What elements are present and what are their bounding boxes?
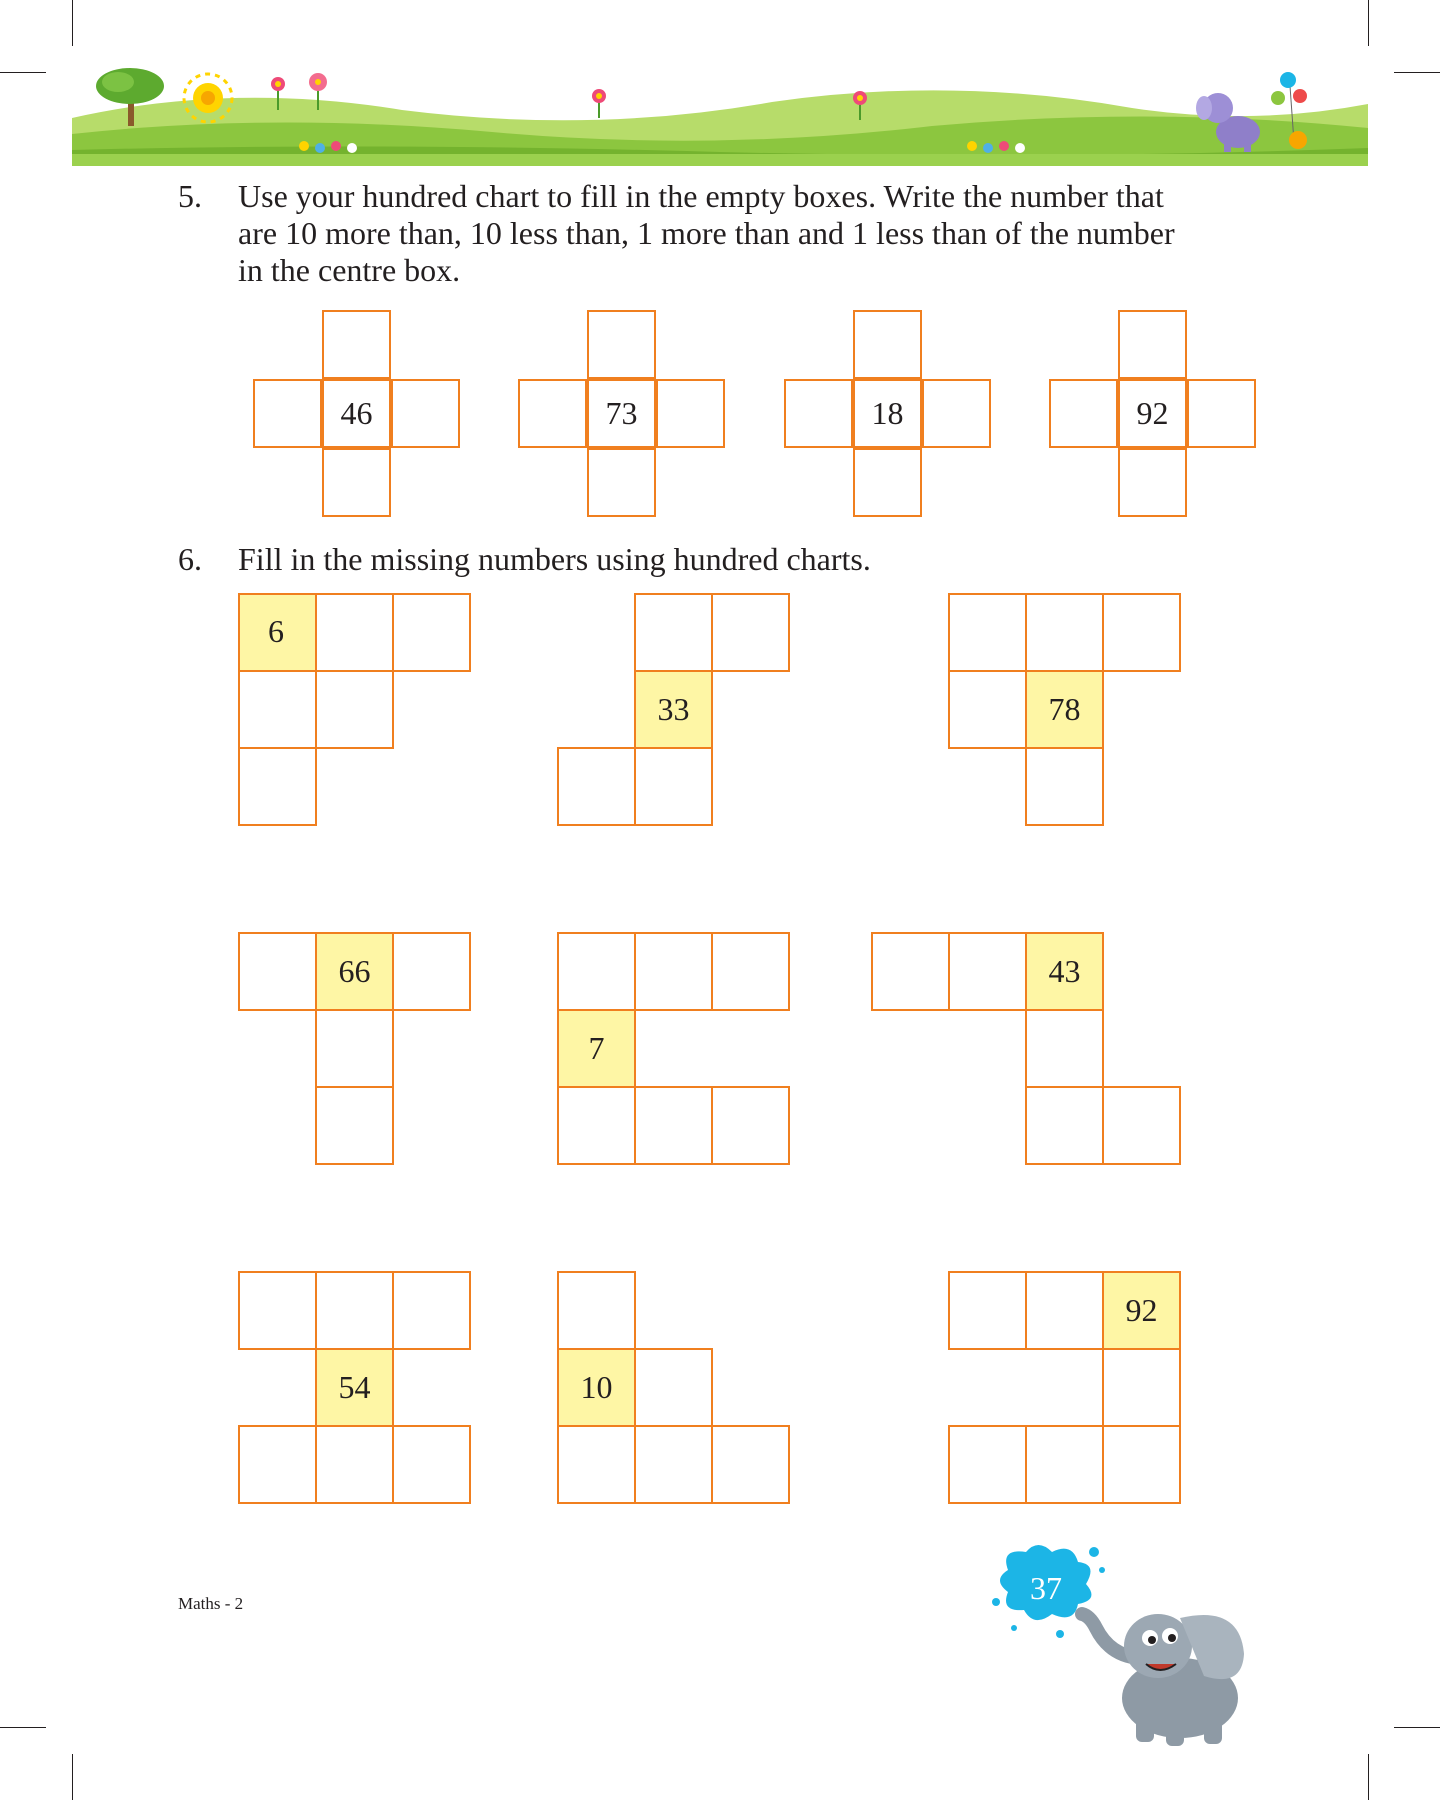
answer-box-right[interactable] — [391, 379, 460, 448]
hundred-chart-fragment — [557, 932, 792, 1167]
answer-box[interactable] — [948, 1425, 1027, 1504]
answer-box[interactable] — [948, 593, 1027, 672]
answer-box[interactable] — [557, 747, 636, 826]
answer-box[interactable] — [711, 932, 790, 1011]
answer-box[interactable] — [315, 1271, 394, 1350]
answer-box[interactable] — [711, 1086, 790, 1165]
centre-box: 73 — [587, 379, 656, 448]
answer-box[interactable] — [634, 593, 713, 672]
centre-box: 46 — [322, 379, 391, 448]
question-text-line: Use your hundred chart to fill in the empty boxes. Write the number that — [238, 178, 1164, 214]
answer-box[interactable] — [1102, 593, 1181, 672]
answer-box-top[interactable] — [853, 310, 922, 379]
centre-box: 92 — [1118, 379, 1187, 448]
hundred-chart-fragment — [238, 593, 473, 828]
answer-box[interactable] — [634, 1348, 713, 1427]
answer-box[interactable] — [238, 1271, 317, 1350]
crop-mark — [1368, 0, 1369, 46]
answer-box[interactable] — [557, 932, 636, 1011]
answer-box[interactable] — [392, 932, 471, 1011]
hundred-chart-fragment — [948, 593, 1183, 828]
crop-mark — [1394, 72, 1440, 73]
crop-mark — [1394, 1727, 1440, 1728]
question-6 — [178, 541, 1260, 581]
answer-box[interactable] — [315, 1086, 394, 1165]
crop-mark — [0, 1727, 46, 1728]
answer-box-top[interactable] — [587, 310, 656, 379]
answer-box[interactable] — [315, 670, 394, 749]
answer-box-right[interactable] — [1187, 379, 1256, 448]
answer-box-left[interactable] — [253, 379, 322, 448]
answer-box[interactable] — [392, 1425, 471, 1504]
answer-box-top[interactable] — [322, 310, 391, 379]
hundred-chart-fragment — [557, 1271, 792, 1506]
given-number-box: 78 — [1025, 670, 1104, 749]
answer-box[interactable] — [634, 747, 713, 826]
answer-box[interactable] — [711, 1425, 790, 1504]
crop-mark — [1368, 1754, 1369, 1800]
answer-box[interactable] — [1025, 1009, 1104, 1088]
crop-mark — [72, 0, 73, 46]
question-number: 6. — [178, 541, 202, 577]
hundred-chart-fragment — [557, 593, 792, 828]
answer-box[interactable] — [392, 593, 471, 672]
answer-box-right[interactable] — [922, 379, 991, 448]
answer-box[interactable] — [315, 1425, 394, 1504]
hundred-chart-fragment — [238, 1271, 473, 1506]
answer-box[interactable] — [711, 593, 790, 672]
answer-box[interactable] — [1102, 1348, 1181, 1427]
answer-box[interactable] — [315, 593, 394, 672]
plus-cross — [253, 310, 460, 517]
crop-mark — [0, 72, 46, 73]
answer-box-left[interactable] — [1049, 379, 1118, 448]
answer-box[interactable] — [1025, 1086, 1104, 1165]
answer-box[interactable] — [557, 1086, 636, 1165]
answer-box[interactable] — [634, 1086, 713, 1165]
answer-box[interactable] — [238, 670, 317, 749]
question-text — [238, 178, 1238, 289]
answer-box[interactable] — [557, 1271, 636, 1350]
question-5 — [178, 178, 1260, 290]
answer-box[interactable] — [1025, 1425, 1104, 1504]
answer-box-bottom[interactable] — [587, 448, 656, 517]
answer-box-right[interactable] — [656, 379, 725, 448]
hundred-chart-fragment — [948, 1271, 1183, 1506]
given-number-box: 7 — [557, 1009, 636, 1088]
given-number-box: 10 — [557, 1348, 636, 1427]
answer-box[interactable] — [392, 1271, 471, 1350]
meadow-banner-illustration — [72, 62, 1368, 166]
answer-box-top[interactable] — [1118, 310, 1187, 379]
answer-box[interactable] — [948, 932, 1027, 1011]
answer-box[interactable] — [1102, 1425, 1181, 1504]
hundred-chart-fragment — [238, 932, 473, 1167]
answer-box-bottom[interactable] — [1118, 448, 1187, 517]
crop-mark — [72, 1754, 73, 1800]
answer-box[interactable] — [557, 1425, 636, 1504]
answer-box[interactable] — [948, 670, 1027, 749]
answer-box[interactable] — [634, 932, 713, 1011]
given-number-box: 43 — [1025, 932, 1104, 1011]
answer-box[interactable] — [634, 1425, 713, 1504]
plus-cross — [784, 310, 991, 517]
page-number: 37 — [1030, 1570, 1062, 1606]
question-text-line: in the centre box. — [238, 252, 461, 288]
answer-box[interactable] — [238, 932, 317, 1011]
answer-box[interactable] — [1025, 593, 1104, 672]
answer-box-left[interactable] — [784, 379, 853, 448]
answer-box[interactable] — [871, 932, 950, 1011]
question-number: 5. — [178, 178, 202, 214]
given-number-box: 33 — [634, 670, 713, 749]
plus-cross — [518, 310, 725, 517]
given-number-box: 66 — [315, 932, 394, 1011]
answer-box-bottom[interactable] — [322, 448, 391, 517]
given-number-box: 6 — [238, 593, 317, 672]
plus-cross — [1049, 310, 1256, 517]
answer-box[interactable] — [238, 1425, 317, 1504]
answer-box-bottom[interactable] — [853, 448, 922, 517]
question-text-line: are 10 more than, 10 less than, 1 more than and 1 less than of the number — [238, 215, 1175, 251]
grey-elephant-icon — [1082, 1614, 1244, 1746]
answer-box-left[interactable] — [518, 379, 587, 448]
book-title: Maths - 2 — [178, 1594, 244, 1613]
given-number-box: 92 — [1102, 1271, 1181, 1350]
hundred-chart-fragment — [871, 932, 1183, 1167]
answer-box[interactable] — [1102, 1086, 1181, 1165]
centre-box: 18 — [853, 379, 922, 448]
answer-box[interactable] — [1025, 747, 1104, 826]
question-text: Fill in the missing numbers using hundred charts. — [238, 541, 871, 577]
answer-box[interactable] — [315, 1009, 394, 1088]
answer-box[interactable] — [948, 1271, 1027, 1350]
answer-box[interactable] — [1025, 1271, 1104, 1350]
answer-box[interactable] — [238, 747, 317, 826]
given-number-box: 54 — [315, 1348, 394, 1427]
